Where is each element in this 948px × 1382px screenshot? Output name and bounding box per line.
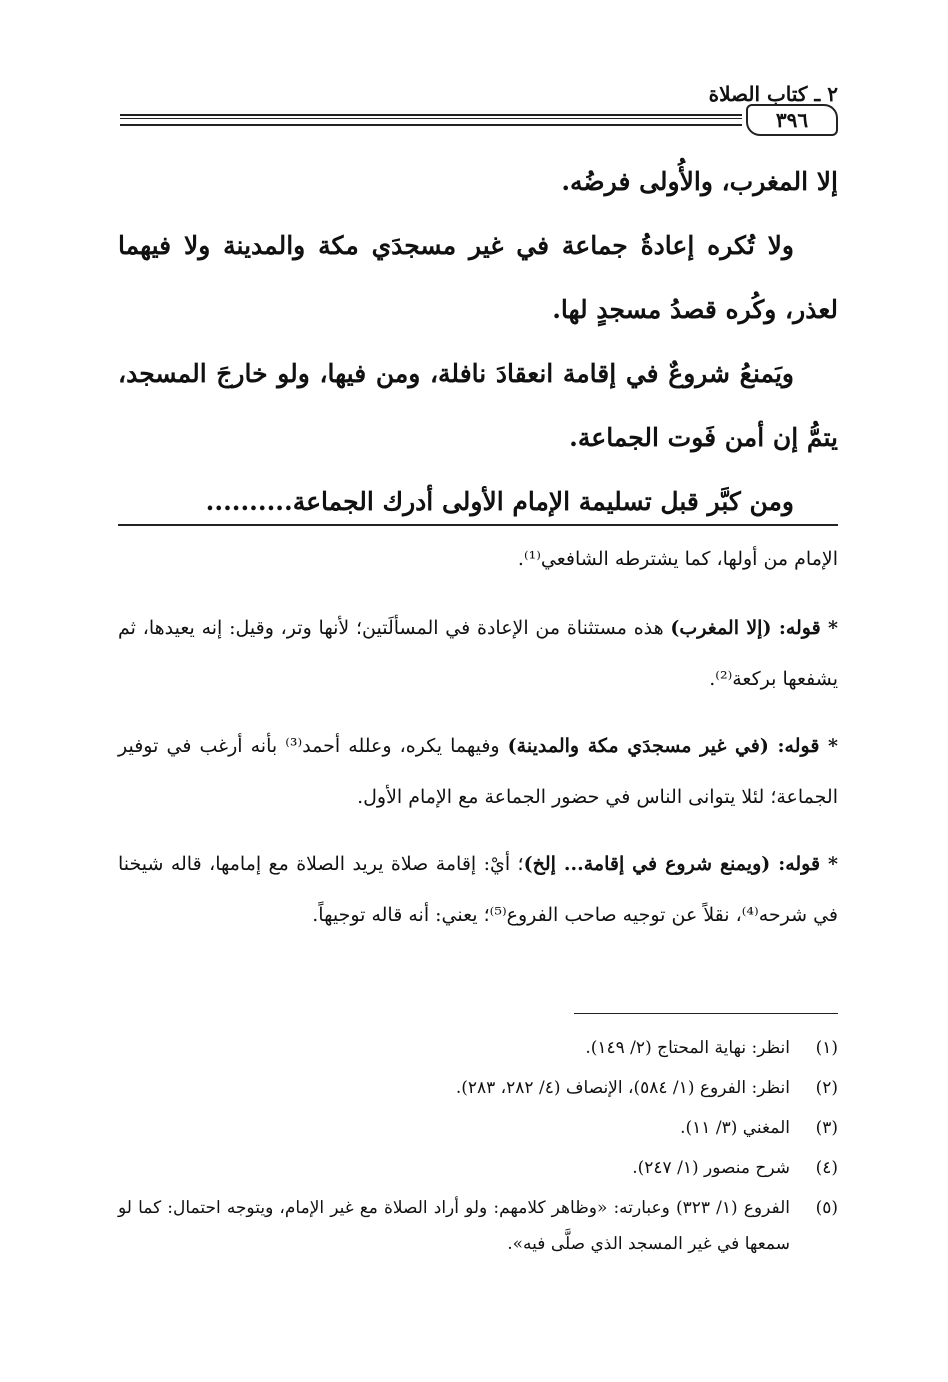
commentary-section [118,534,838,957]
main-paragraph: ويَمنعُ شروعٌ في إقامة انعقادَ نافلة، ومن فيها، ولو خارجَ المسجد، يتمُّ إن أمن فَوت الجماعة. [118,359,838,452]
commentary-paragraph [118,839,838,941]
running-title: ٢ ـ كتاب الصلاة [708,82,838,106]
footnote-text: انظر: نهاية المحتاج (٢/ ١٤٩). [585,1038,790,1058]
footnote-number: (١) [815,1038,838,1058]
footnote-number: (٣) [815,1118,838,1138]
footnote-text: شرح منصور (١/ ٢٤٧). [632,1158,790,1178]
main-paragraph: ولا تُكره إعادةُ جماعة في غير مسجدَي مكة والمدينة ولا فيهما لعذر، وكُره قصدُ مسجدٍ لها. [118,231,838,324]
main-text [118,150,838,534]
footnotes [118,1030,838,1262]
footnote-text: انظر: الفروع (١/ ٥٨٤)، الإنصاف (٤/ ٢٨٢، ٢٨٣). [455,1078,790,1098]
footnote-divider [574,1013,838,1014]
footnote-number: (٤) [815,1158,838,1178]
footnote-text: المغني (٣/ ١١). [680,1118,790,1138]
commentary-text: ؛ أيْ: إقامة صلاة يريد الصلاة مع إمامها، قاله شيخنا في شرحه⁽⁴⁾، نقلاً عن توجيه صاحب الفروع⁽⁵⁾؛ يعني: أنه قاله توجيهاً. [118,853,838,926]
header-rule [120,114,742,126]
footnote [118,1150,838,1186]
commentary-text: وفيهما يكره، وعلله أحمد⁽³⁾ بأنه أرغب في توفير الجماعة؛ لئلا يتوانى الناس في حضور الجماعة مع الإمام الأول. [118,735,838,808]
commentary-quote: (في غير مسجدَي مكة والمدينة) [507,735,769,757]
page-number: ٣٩٦ [746,104,838,136]
text-divider [118,524,838,526]
commentary-paragraph [118,603,838,705]
commentary-quote: (ويمنع شروع في إقامة... إلخ) [523,853,771,875]
footnote-number: (٢) [815,1078,838,1098]
commentary-text: هذه مستثناة من الإعادة في المسألَتين؛ لأنها وتر، وقيل: إنه يعيدها، ثم يشفعها بركعة⁽²⁾. [118,617,838,690]
commentary-lead: * قوله: [771,617,838,639]
commentary-paragraph [118,534,838,585]
footnote-text: الفروع (١/ ٣٢٣) وعبارته: «وظاهر كلامهم: ولو أراد الصلاة مع غير الإمام، ويتوجه احتمال: كما لو سمعها في غير المسجد الذي صلَّى فيه». [118,1198,790,1254]
page-header [120,82,838,132]
footnote [118,1190,838,1262]
commentary-lead: * قوله: [770,853,838,875]
footnote-number: (٥) [815,1198,838,1218]
footnote [118,1030,838,1066]
footnote [118,1110,838,1146]
main-paragraph: ومن كبَّر قبل تسليمة الإمام الأولى أدرك الجماعة.......... [205,487,794,516]
main-paragraph: إلا المغرب، والأُولى فرضُه. [561,167,838,196]
commentary-lead: * قوله: [768,735,838,757]
commentary-quote: (إلا المغرب) [670,617,772,639]
footnote [118,1070,838,1106]
commentary-paragraph [118,721,838,823]
commentary-text: الإمام من أولها، كما يشترطه الشافعي⁽¹⁾. [517,548,838,570]
